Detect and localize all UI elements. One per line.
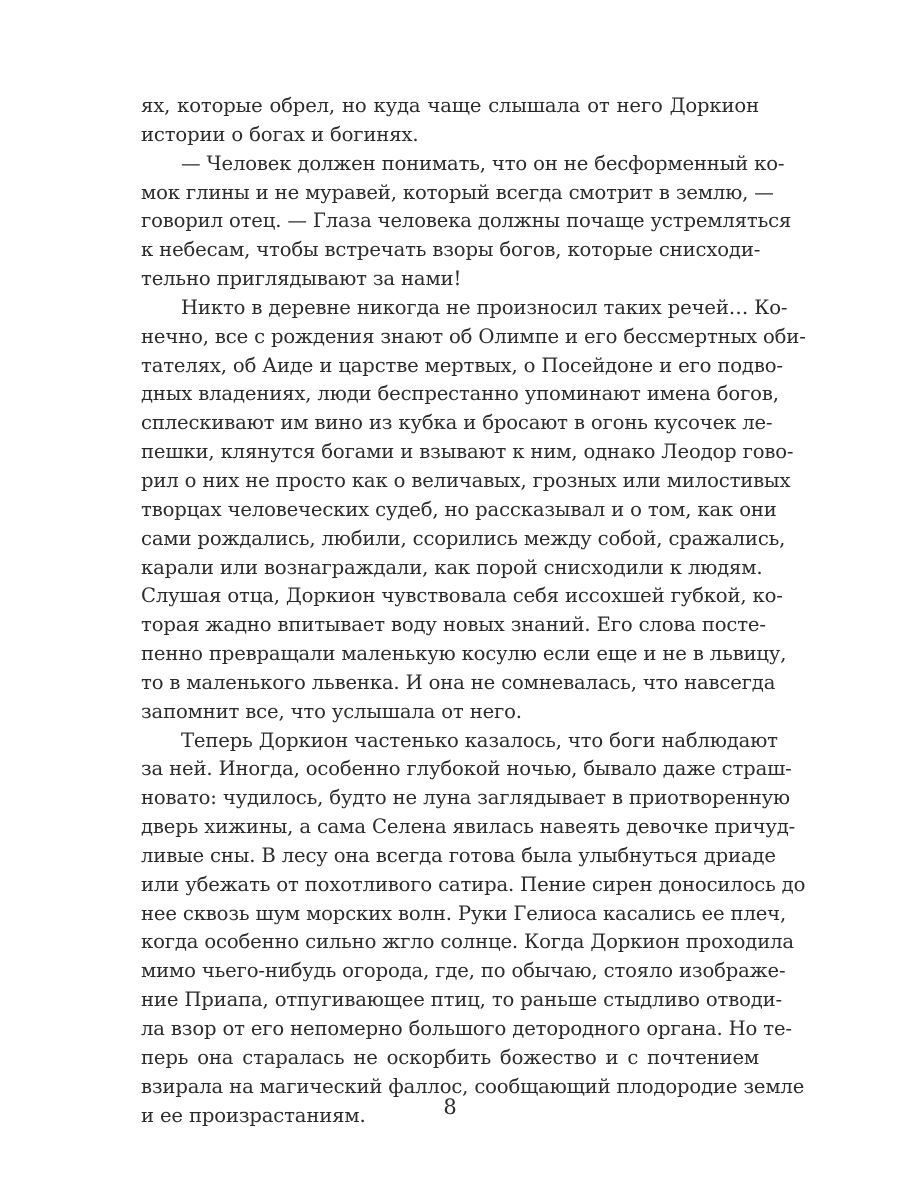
text-line: ла взор от его непомерно большого детородного органа. Но те- xyxy=(141,1017,792,1040)
text-line: тельно приглядывают за нами! xyxy=(141,267,462,291)
text-line: тателях, об Аиде и царстве мертвых, о Посейдоне и его подво- xyxy=(141,353,783,377)
text-line: ливые сны. В лесу она всегда готова была улыбнуться дриаде xyxy=(141,843,776,867)
text-line: нечно, все с рождения знают об Олимпе и его бессмертных оби- xyxy=(141,324,806,348)
text-line: карали или вознаграждали, как порой снисходили к людям. xyxy=(141,555,763,579)
text-line: рил о них не просто как о величавых, грозных или милостивых xyxy=(141,468,791,492)
page-number: 8 xyxy=(443,1095,457,1119)
text-line: говорил отец. — Глаза человека должны почаще устремляться xyxy=(141,209,792,233)
text-line: и ее произрастаниям. xyxy=(141,1103,366,1127)
body-text xyxy=(141,92,806,1130)
text-line: дверь хижины, а сама Селена явилась навеять девочке причуд- xyxy=(141,815,796,839)
text-line: когда особенно сильно жгло солнце. Когда Доркион проходила xyxy=(141,930,794,954)
text-line: Никто в деревне никогда не произносил таких речей… Ко- xyxy=(181,295,788,319)
text-line: запомнит все, что услышала от него. xyxy=(141,699,522,723)
text-line: к небесам, чтобы встречать взоры богов, которые снисходи- xyxy=(141,238,761,262)
text-line: дных владениях, люди беспрестанно упоминают имена богов, xyxy=(141,382,779,406)
text-line: нее сквозь шум морских волн. Руки Гелиоса касались ее плеч, xyxy=(141,901,787,925)
text-line: или убежать от похотливого сатира. Пение сирен доносилось до xyxy=(141,872,806,896)
text-line: Слушая отца, Доркион чувствовала себя иссохшей губкой, ко- xyxy=(141,584,783,608)
text-line: творцах человеческих судеб, но рассказывал и о том, как они xyxy=(141,497,777,521)
text-line: — Человек должен понимать, что он не бесформенный ко- xyxy=(181,151,785,175)
text-line: Теперь Доркион частенько казалось, что боги наблюдают xyxy=(181,728,778,752)
text-line: пенно превращали маленькую косулю если еще и не в львицу, xyxy=(141,642,787,666)
text-line: взирала на магический фаллос, сообщающий плодородие земле xyxy=(141,1074,805,1098)
text-line: мимо чьего-нибудь огорода, где, по обычаю, стояло изображе- xyxy=(141,959,786,983)
text-line: пешки, клянутся богами и взывают к ним, однако Леодор гово- xyxy=(141,440,794,464)
text-line: торая жадно впитывает воду новых знаний. Его слова посте- xyxy=(141,613,766,637)
text-line: ях, которые обрел, но куда чаще слышала от него Доркион xyxy=(141,94,759,117)
text-line: сами рождались, любили, ссорились между собой, сражались, xyxy=(141,526,786,550)
text-line: ние Приапа, отпугивающее птиц, то раньше стыдливо отводи- xyxy=(141,988,783,1012)
text-line: мок глины и не муравей, который всегда смотрит в землю, — xyxy=(141,180,774,204)
text-line: перь она старалась не оскорбить божество и с почтением xyxy=(141,1045,759,1069)
text-line: то в маленького львенка. И она не сомневалась, что навсегда xyxy=(141,670,776,694)
text-line: истории о богах и богинях. xyxy=(141,122,419,146)
text-line: новато: чудилось, будто не луна заглядывает в приотворенную xyxy=(141,786,790,810)
text-line: сплескивают им вино из кубка и бросают в огонь кусочек ле- xyxy=(141,411,773,435)
text-line: за ней. Иногда, особенно глубокой ночью, бывало даже страш- xyxy=(141,757,792,781)
